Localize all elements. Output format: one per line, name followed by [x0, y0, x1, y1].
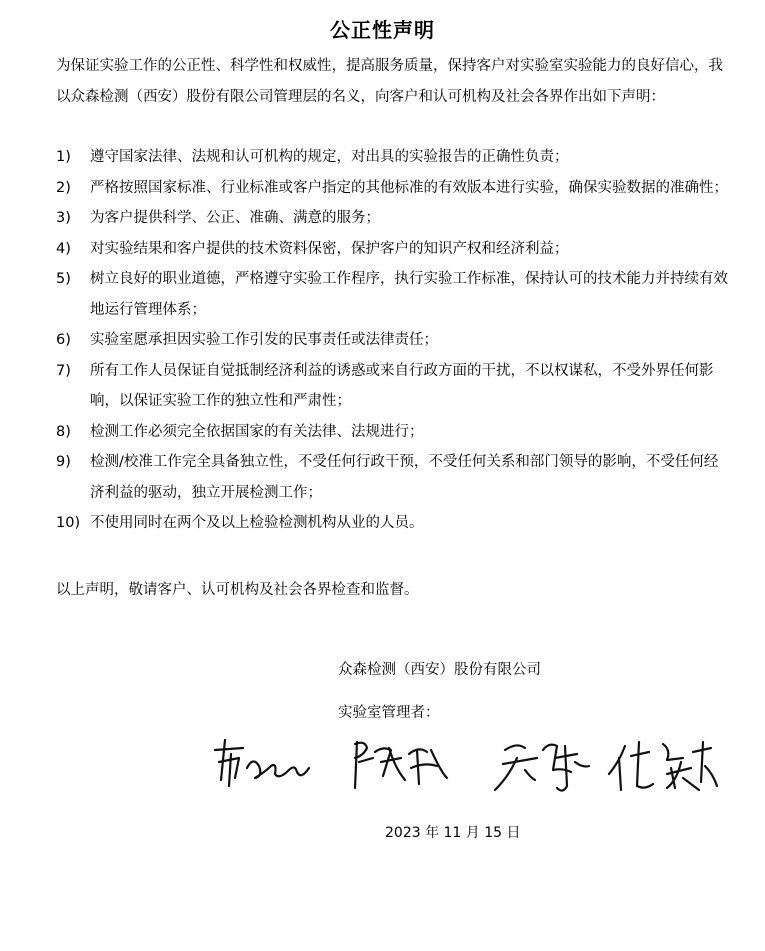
item-number: 5) [56, 271, 71, 287]
signature-4 [609, 742, 717, 790]
signature-1 [215, 740, 309, 786]
list-item [56, 173, 728, 204]
signature-2 [355, 742, 447, 788]
item-number: 6) [56, 332, 71, 348]
item-number: 1) [56, 149, 71, 165]
item-number: 4) [56, 240, 71, 257]
document-title: 公正性声明 [330, 18, 435, 42]
item-number: 7) [56, 362, 71, 379]
declaration-list [56, 142, 728, 539]
item-number: 3) [56, 210, 71, 226]
item-text: 为客户提供科学、公正、准确、满意的服务； [90, 210, 380, 226]
list-item [56, 234, 728, 265]
item-text: 实验室愿承担因实验工作引发的民事责任或法律责任； [90, 332, 438, 348]
list-item [56, 325, 728, 356]
list-item [56, 203, 728, 234]
item-text: 不使用同时在两个及以上检验检测机构从业的人员。 [90, 515, 424, 531]
item-number: 9) [56, 454, 71, 470]
item-text: 遵守国家法律、法规和认可机构的规定，对出具的实验报告的正确性负责； [90, 149, 569, 165]
intro-text: 为保证实验工作的公正性、科学性和权威性，提高服务质量，保持客户对实验室实验能力的良好信心，我以众森检测（西安）股份有限公司管理层的名义，向客户和认可机构及社会各界作出如下声明： [56, 58, 723, 105]
signature-3 [495, 745, 589, 791]
list-item [56, 417, 728, 448]
manager-label: 实验室管理者： [338, 705, 440, 721]
intro-paragraph [56, 51, 728, 113]
date: 2023 年 11 月 15 日 [385, 825, 521, 841]
item-text: 检测工作必须完全依据国家的有关法律、法规进行； [90, 423, 424, 440]
handwritten-signatures [205, 728, 725, 808]
list-item [56, 356, 728, 417]
item-text: 检测/校准工作完全具备独立性，不受任何行政干预，不受任何关系和部门领导的影响，不受任何经济利益的驱动，独立开展检测工作； [90, 454, 719, 501]
item-text: 树立良好的职业道德，严格遵守实验工作程序，执行实验工作标准，保持认可的技术能力并持续有效地运行管理体系； [90, 271, 728, 318]
list-item [56, 264, 728, 325]
list-item [56, 142, 728, 173]
list-item [56, 508, 728, 539]
item-number: 10) [56, 515, 81, 531]
item-number: 8) [56, 423, 71, 440]
list-item [56, 447, 728, 508]
item-number: 2) [56, 179, 71, 196]
company-name: 众森检测（西安）股份有限公司 [338, 662, 541, 678]
item-text: 严格按照国家标准、行业标准或客户指定的其他标准的有效版本进行实验，确保实验数据的准确性； [90, 179, 728, 196]
item-text: 所有工作人员保证自觉抵制经济利益的诱惑或来自行政方面的干扰，不以权谋私，不受外界任何影响，以保证实验工作的独立性和严肃性； [90, 362, 714, 409]
closing-statement: 以上声明，敬请客户、认可机构及社会各界检查和监督。 [56, 582, 419, 598]
item-text: 对实验结果和客户提供的技术资料保密，保护客户的知识产权和经济利益； [90, 240, 569, 257]
